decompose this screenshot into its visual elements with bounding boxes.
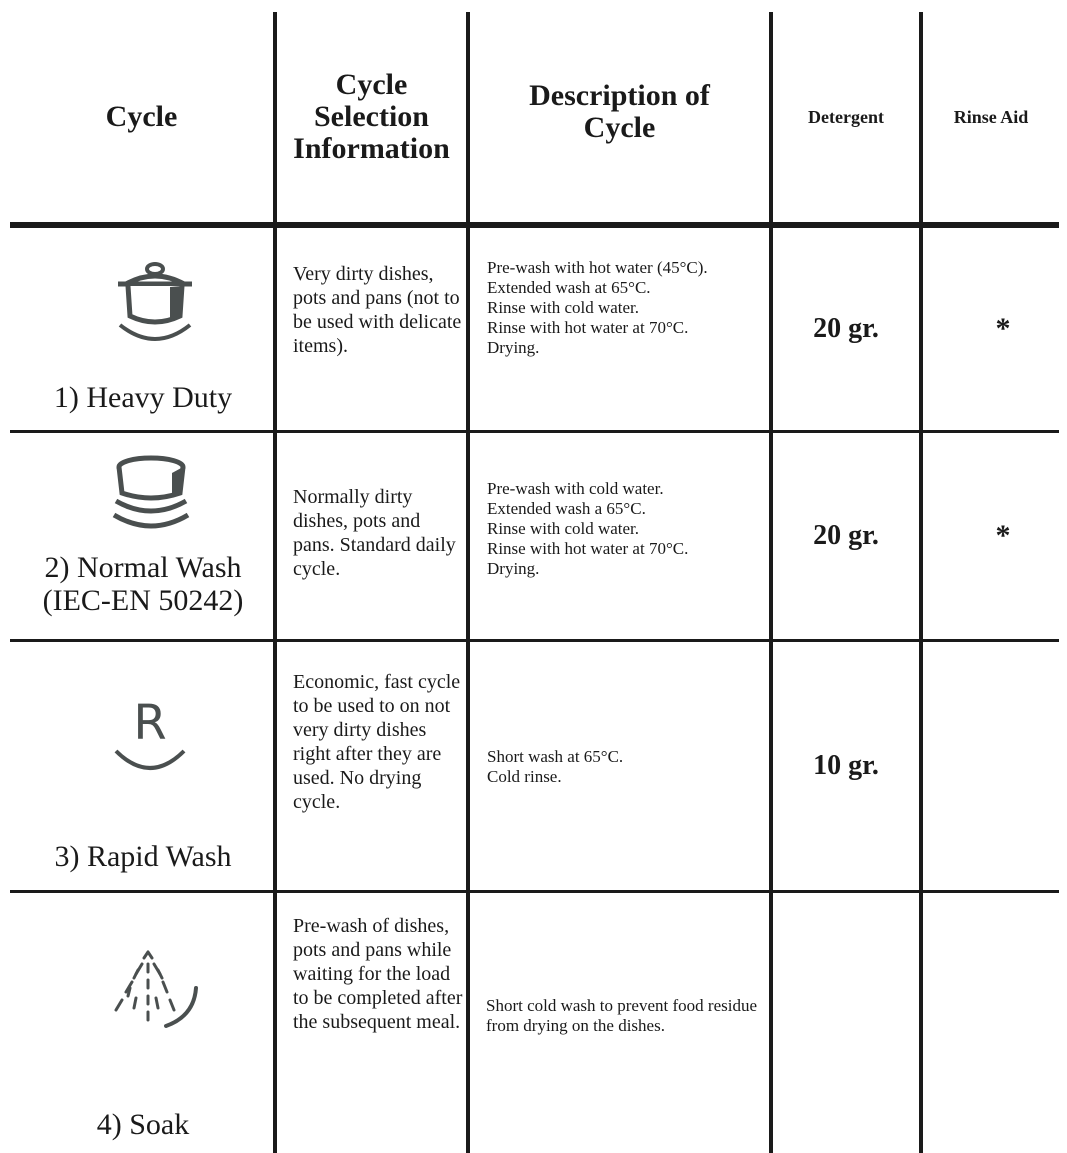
header-rinse-aid: Rinse Aid [953, 106, 1029, 127]
cycle-description: Pre-wash with hot water (45°C). Extended wash at 65°C. Rinse with cold water. Rinse with hot water at 70°C. Drying. [487, 258, 708, 357]
pot-with-lid-icon [110, 258, 200, 348]
header-description: Description of Cycle [529, 79, 710, 144]
detergent-amount: 20 gr. [813, 313, 879, 344]
selection-info: Very dirty dishes, pots and pans (not to be used with delicate items). [293, 263, 462, 357]
detergent-amount [773, 893, 919, 1153]
rinse-aid-mark [923, 642, 1059, 890]
svg-text:R: R [133, 697, 167, 751]
header-cycle: Cycle [105, 100, 178, 133]
selection-info: Pre-wash of dishes, pots and pans while waiting for the load to be completed after the subsequent meal. [293, 915, 463, 1033]
soak-spray-icon [106, 948, 202, 1038]
selection-info: Economic, fast cycle to be used to on not very dirty dishes right after they are used. No drying cycle. [293, 671, 461, 813]
rinse-aid-mark [923, 893, 1059, 1153]
rapid-r-icon [110, 697, 190, 777]
cycle-description: Pre-wash with cold water. Extended wash a 65°C. Rinse with cold water. Rinse with hot water at 70°C. Drying. [487, 479, 689, 578]
detergent-amount: 10 gr. [813, 750, 879, 781]
cycle-name: 4) Soak [96, 1108, 190, 1141]
header-selection-info: Cycle Selection Information [293, 68, 450, 165]
header-detergent: Detergent [808, 106, 884, 127]
cycle-name: 2) Normal Wash (IEC-EN 50242) [42, 551, 244, 617]
cycle-description: Short cold wash to prevent food residue from drying on the dishes. [486, 996, 757, 1035]
rinse-aid-mark: * [995, 519, 1011, 552]
detergent-amount: 20 gr. [813, 520, 879, 551]
cycle-description: Short wash at 65°C. Cold rinse. [487, 747, 624, 786]
stacked-dishes-icon [106, 451, 196, 539]
cycle-name: 1) Heavy Duty [53, 381, 233, 414]
selection-info: Normally dirty dishes, pots and pans. Standard daily cycle. [293, 486, 456, 580]
cycle-name: 3) Rapid Wash [54, 840, 232, 873]
rinse-aid-mark: * [995, 312, 1011, 345]
